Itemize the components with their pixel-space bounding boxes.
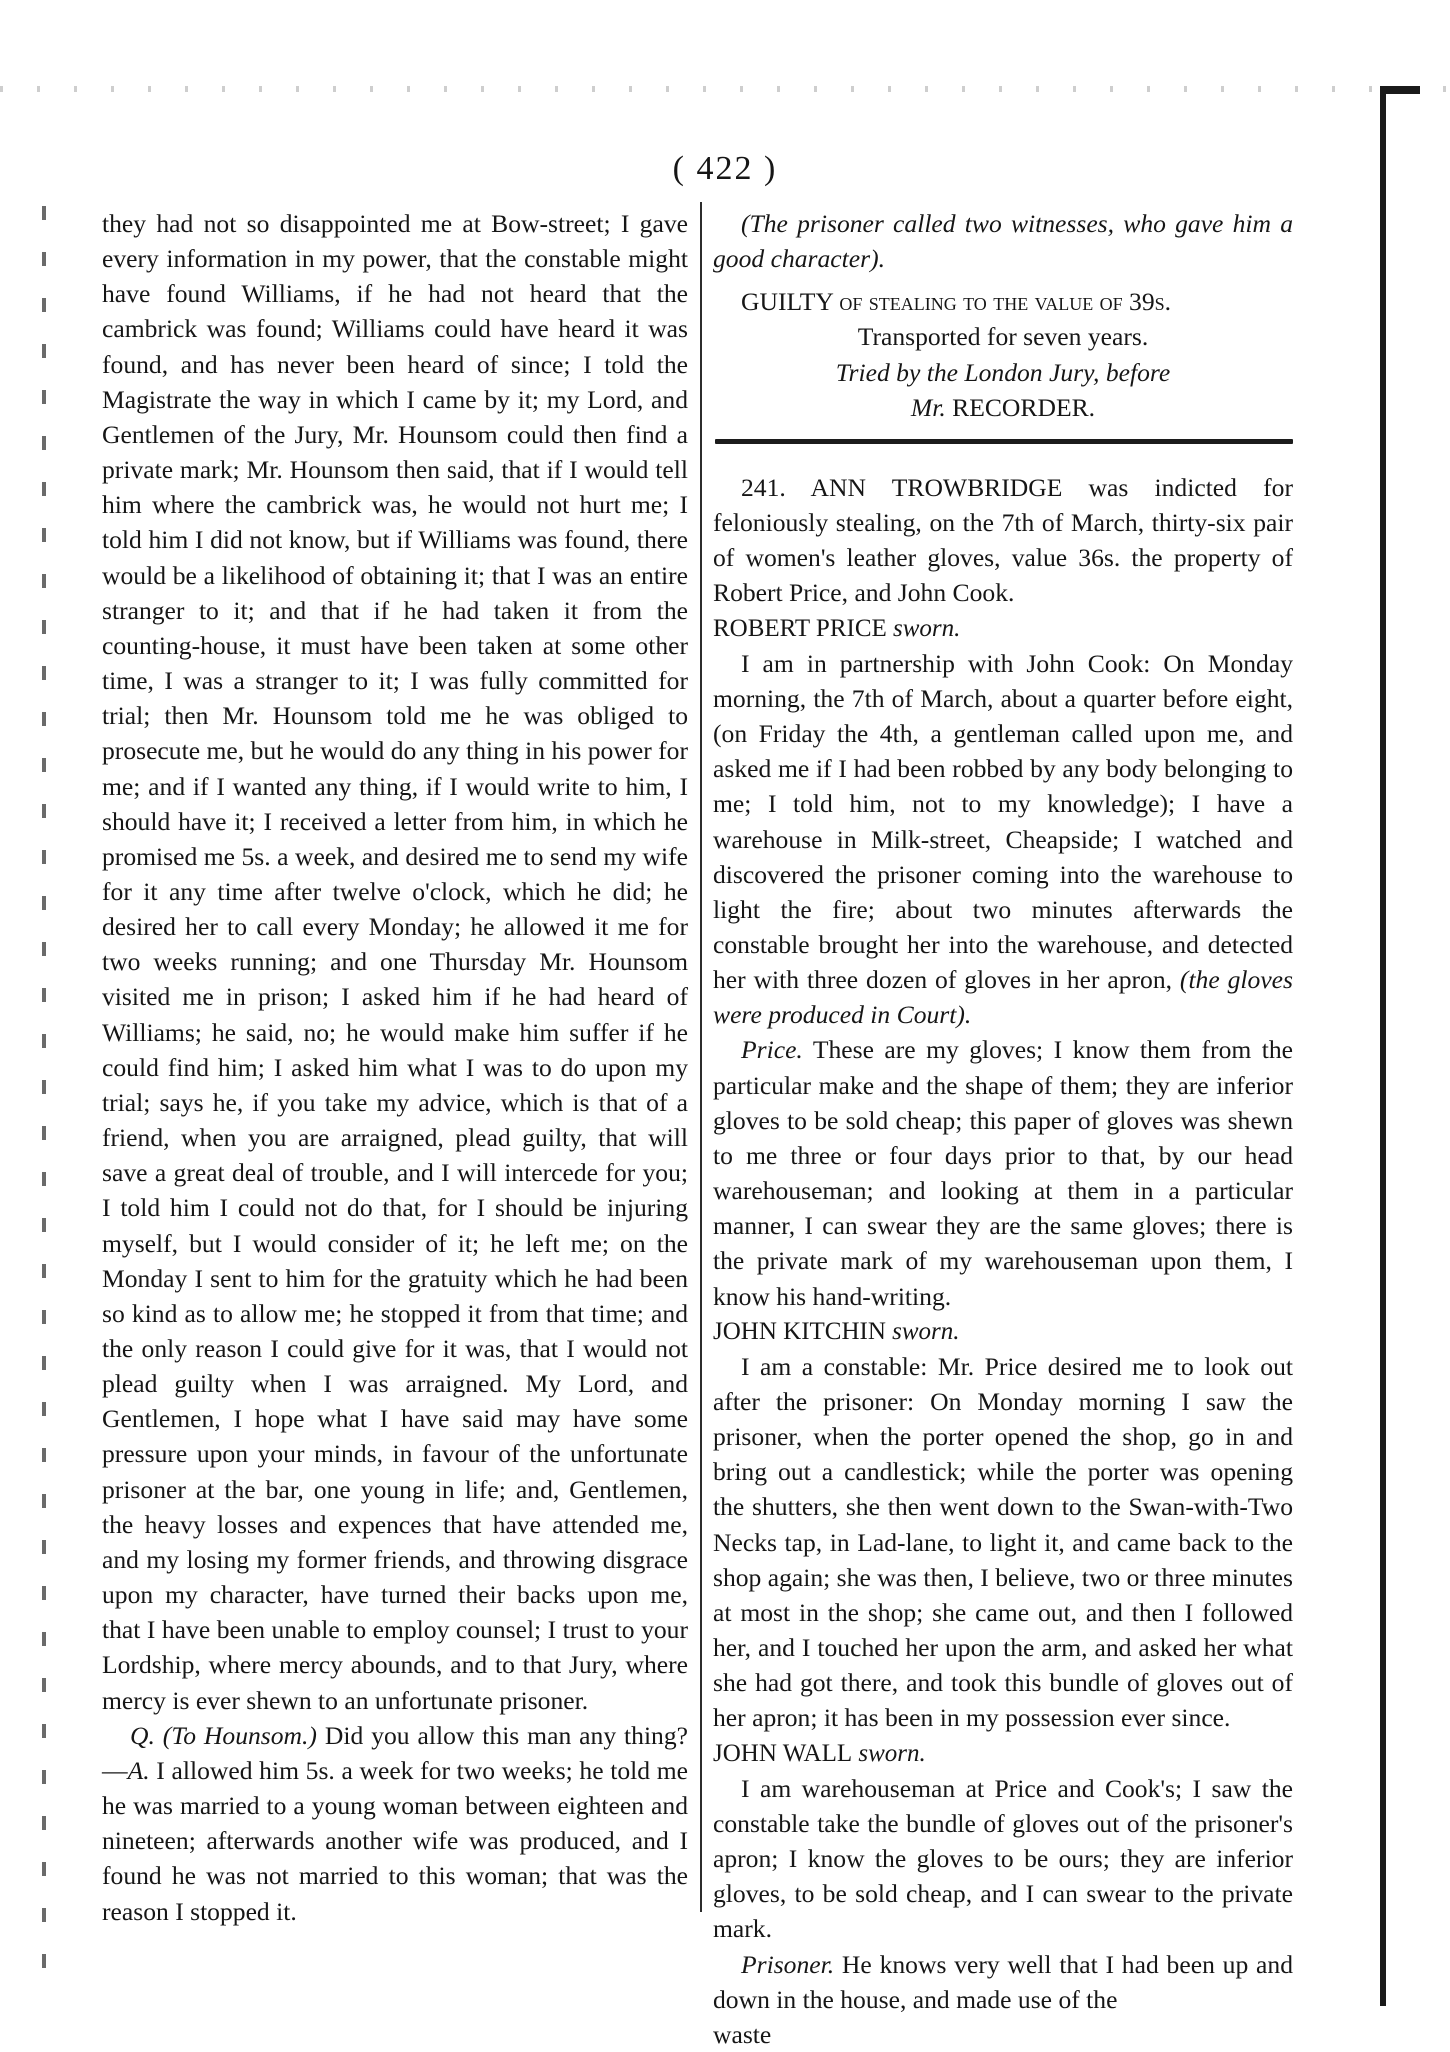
section-rule (715, 439, 1293, 444)
witness-heading (713, 611, 1293, 646)
witness-testimony: I am a constable: Mr. Price desired me to look out after the prisoner: On Monday morning I saw the prisoner, when the porter opened the shop, go in and bring out a candlestick; while the porter was opening the shutters, she then went down to the Swan-with-Two Necks tap, in Lad-lane, to light it, and came back to the shop again; she was then, I believe, two or three minutes at most in the shop; she came out, and then I followed her, and I touched her upon the arm, and asked her what she had got there, and took this bundle of gloves out of her apron; it has been in my possession ever since. (713, 1351, 1293, 1733)
page-number: ( 422 ) (672, 150, 778, 187)
prisoner-label: Prisoner. (741, 1949, 835, 1979)
defence-statement: they had not so disappointed me at Bow-street; I gave every information in my power, that the constable might have found Williams, if he had not heard that the cambrick was found; Williams could have heard it was found, and has never been heard of since; I told the Magistrate the way in which I came by it; my Lord, and Gentlemen of the Jury, Mr. Hounsom could then find a private mark; Mr. Hounsom then said, that if I would tell him where the cambrick was, he would not hurt me; I told him I did not know, but if Williams was found, there would be a likelihood of obtaining it; that I was an entire stranger to it; and that if he had taken it from the counting-house, it must have been taken at some other time, I was a stranger to it; I was fully committed for trial; then Mr. Hounsom told me he was obliged to prosecute me, but he would do any thing in his power for me; and if I wanted any thing, if I would write to him, I should have it; I received a letter from him, in which he promised me 5s. a week, and desired me to send my wife for it any time after twelve o'clock, which he did; he desired her to call every Monday; he allowed it me for two weeks running; and one Thursday Mr. Hounsom visited me in prison; I asked him if he had heard of Williams; he said, no; he would make him suffer if he could find him; I asked him what I was to do upon my trial; says he, if you take my advice, which is that of a friend, when you are arraigned, plead guilty, that will save a great deal of trouble, and I will intercede for you; I told him I could not do that, for I should be injuring myself, but I would consider of it; he left me; on the Monday I sent to him for the gratuity which he had been so kind as to allow me; he stopped it from that time; and the only reason I could give for it was, that I would not plead guilty when I was arraigned. My Lord, and Gentlemen, I hope what I have said may have some pressure upon your minds, in favour of the unfortunate prisoner at the bar, one young in life; and, Gentlemen, the heavy losses and expences that have attended me, and my losing my former friends, and throwing disgrace upon my character, have turned their backs upon me, that I have been unable to employ counsel; I trust to your Lordship, where mercy abounds, and to that Jury, where mercy is ever shewn to an unfortunate prisoner. (102, 209, 688, 1715)
column-divider (700, 202, 702, 1912)
answer-text: I allowed him 5s. a week for two weeks; he told me he was married to a young woman between eighteen and nineteen; afterwards another wife was produced, and I found he was not married to this woman; that was the reason I stopped it. (102, 1755, 688, 1926)
witness-heading (713, 1314, 1293, 1349)
sentence: Transported for seven years. (857, 322, 1149, 352)
page-edge-right-top (1380, 86, 1420, 94)
prisoner-text: He knows very well that I had been up and down in the house, and made use of the (713, 1949, 1293, 2014)
verdict: GUILTY of stealing to the value of 39s. (741, 287, 1172, 317)
page-edge-left (42, 206, 46, 1986)
question-paragraph (102, 1718, 688, 1929)
witness-name: JOHN WALL (713, 1739, 853, 1767)
sworn-label: sworn. (858, 1739, 926, 1767)
witness-name: ROBERT PRICE (713, 614, 887, 642)
question-text: Did you allow this man any thing?— (102, 1720, 689, 1785)
question-label: Q. (To Hounsom.) (130, 1720, 317, 1750)
judge-prefix: Mr. (910, 392, 946, 422)
price-testimony (713, 1032, 1293, 1313)
scan-noise (0, 86, 1450, 92)
case-intro: 241. ANN TROWBRIDGE was indicted for feloniously stealing, on the 7th of March, thirty-six pair of women's leather gloves, value 36s. the property of Robert Price, and John Cook. (713, 472, 1293, 608)
judge-name: RECORDER. (952, 392, 1096, 422)
verdict-block (713, 284, 1293, 425)
character-note: (The prisoner called two witnesses, who gave him a good character). (713, 209, 1293, 274)
witness-heading (713, 1736, 1293, 1771)
page-edge-right (1380, 86, 1386, 2006)
sworn-label: sworn. (893, 614, 961, 642)
left-column (102, 206, 688, 1929)
prisoner-statement (713, 1947, 1293, 2017)
witness-testimony: I am warehouseman at Price and Cook's; I saw the constable take the bundle of gloves out of the prisoner's apron; I know the gloves to be ours; they are inferior gloves, to be sold cheap, and I can swear to the private mark. (713, 1773, 1293, 1944)
price-text: These are my gloves; I know them from the particular make and the shape of them; they are inferior gloves to be sold cheap; this paper of gloves was shewn to me three or four days prior to that, by our head warehouseman; and looking at them in a particular manner, I can swear they are the same gloves; there is the private mark of my warehouseman upon them, I know his hand-writing. (713, 1035, 1293, 1311)
judge-line (713, 390, 1293, 425)
testimony-text: I am in partnership with John Cook: On Monday morning, the 7th of March, about a quarter before eight, (on Friday the 4th, a gentleman called upon me, and asked me if I had been robbed by any body belonging to me; I told him, not to my knowledge); I have a warehouse in Milk-street, Cheapside; I watched and discovered the prisoner coming into the warehouse to light the fire; about two minutes afterwards the constable brought her into the warehouse, and detected her with three dozen of gloves in her apron, (713, 648, 1293, 995)
tried-by: Tried by the London Jury, before (835, 357, 1171, 387)
price-label: Price. (741, 1035, 803, 1065)
answer-label: A. (127, 1755, 150, 1785)
witness-name: JOHN KITCHIN (713, 1317, 886, 1345)
testimony-note: (the gloves were produced in Court). (713, 965, 1293, 1030)
sworn-label: sworn. (892, 1317, 960, 1345)
witness-testimony (713, 646, 1293, 1033)
right-column (713, 206, 1293, 2052)
catchword: waste (713, 2019, 772, 2049)
